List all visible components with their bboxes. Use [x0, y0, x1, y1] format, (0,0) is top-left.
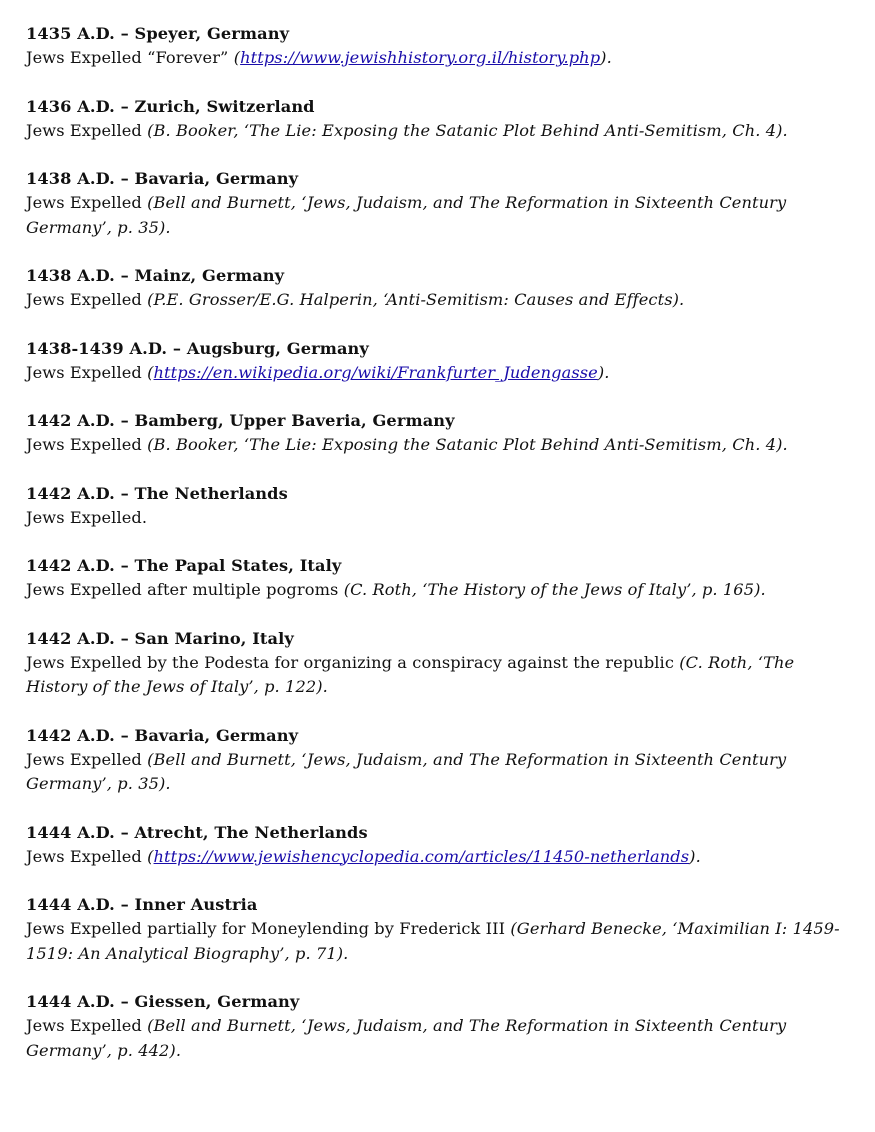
entry-text: Jews Expelled: [26, 290, 148, 309]
entry-mainz-1438: [26, 264, 855, 313]
entry-text: Jews Expelled.: [26, 507, 148, 527]
entry-heading: 1436 A.D. – Zurich, Switzerland: [26, 96, 315, 116]
entry-body: [26, 578, 855, 603]
entry-bamberg-1442: [26, 409, 855, 458]
citation: (P.E. Grosser/E.G. Halperin, ‘Anti-Semitism: Causes and Effects).: [147, 290, 685, 309]
entry-heading: 1444 A.D. – Inner Austria: [26, 895, 258, 914]
citation: (Bell and Burnett, ‘Jews, Judaism, and The Reformation in Sixteenth Century Germany’, p. 35).: [26, 749, 787, 793]
source-link[interactable]: https://www.jewishhistory.org.il/history.php: [240, 48, 601, 67]
entry-netherlands-1442: [26, 482, 855, 531]
entry-text: Jews Expelled after multiple pogroms: [26, 580, 344, 599]
entry-speyer-1435: [26, 22, 855, 71]
entry-text: Jews Expelled by the Podesta for organizing a conspiracy against the republic: [26, 652, 680, 672]
entry-body: [26, 845, 855, 870]
entry-text: Jews Expelled: [26, 120, 148, 140]
entry-bavaria-1438: [26, 167, 855, 240]
entry-heading: 1442 A.D. – San Marino, Italy: [26, 628, 294, 648]
citation-close: ).: [689, 846, 701, 866]
entry-text: Jews Expelled “Forever”: [26, 48, 234, 67]
entry-papal-states-1442: [26, 554, 855, 603]
entry-body: [26, 433, 855, 458]
entry-heading: 1438-1439 A.D. – Augsburg, Germany: [26, 338, 369, 358]
entry-text: Jews Expelled: [26, 362, 148, 382]
entry-body: [26, 651, 855, 700]
source-link[interactable]: https://en.wikipedia.org/wiki/Frankfurter_Judengasse: [153, 362, 598, 382]
citation-open: (: [147, 362, 154, 382]
citation: (C. Roth, ‘The History of the Jews of Italy’, p. 165).: [343, 580, 766, 599]
citation: (Bell and Burnett, ‘Jews, Judaism, and The Reformation in Sixteenth Century Germany’, p. 35).: [26, 193, 787, 237]
entry-heading: 1442 A.D. – Bavaria, Germany: [26, 725, 299, 745]
citation: (Gerhard Benecke, ‘Maximilian I: 1459-1519: An Analytical Biography’, p. 71).: [26, 919, 840, 963]
entry-body: [26, 917, 855, 966]
entry-body: [26, 748, 855, 797]
citation: (B. Booker, ‘The Lie: Exposing the Satanic Plot Behind Anti-Semitism, Ch. 4).: [147, 120, 788, 140]
entry-body: [26, 506, 855, 531]
citation-close: ).: [597, 362, 610, 382]
entry-text: Jews Expelled: [26, 749, 148, 769]
entry-text: Jews Expelled: [26, 1016, 148, 1035]
citation-close: ).: [600, 48, 612, 67]
entry-heading: 1442 A.D. – Bamberg, Upper Baveria, Germany: [26, 411, 455, 430]
entry-body: [26, 119, 855, 144]
entry-text: Jews Expelled: [26, 193, 148, 212]
entry-heading: 1435 A.D. – Speyer, Germany: [26, 24, 290, 43]
entry-bavaria-1442: [26, 724, 855, 797]
citation: (B. Booker, ‘The Lie: Exposing the Satanic Plot Behind Anti-Semitism, Ch. 4).: [147, 435, 788, 454]
entry-heading: 1444 A.D. – Giessen, Germany: [26, 992, 300, 1011]
entry-giessen-1444: [26, 990, 855, 1063]
citation-open: (: [233, 48, 241, 67]
entry-body: [26, 46, 855, 71]
entry-text: Jews Expelled: [26, 435, 148, 454]
entry-zurich-1436: [26, 95, 855, 144]
entry-augsburg-1438: [26, 337, 855, 386]
entry-body: [26, 191, 855, 240]
entry-body: [26, 361, 855, 386]
citation-open: (: [147, 846, 154, 866]
entry-atrecht-1444: [26, 821, 855, 870]
entry-heading: 1438 A.D. – Bavaria, Germany: [26, 169, 299, 188]
entry-heading: 1442 A.D. – The Papal States, Italy: [26, 556, 342, 575]
entry-body: [26, 288, 855, 313]
entry-body: [26, 1014, 855, 1063]
citation: (Bell and Burnett, ‘Jews, Judaism, and The Reformation in Sixteenth Century Germany’, p. 442).: [26, 1016, 787, 1060]
entry-heading: 1442 A.D. – The Netherlands: [26, 483, 288, 503]
entry-text: Jews Expelled partially for Moneylending by Frederick III: [26, 919, 511, 938]
entry-text: Jews Expelled: [26, 846, 148, 866]
citation: (C. Roth, ‘The History of the Jews of Italy’, p. 122).: [26, 652, 795, 696]
entry-heading: 1438 A.D. – Mainz, Germany: [26, 266, 285, 285]
source-link[interactable]: https://www.jewishencyclopedia.com/articles/11450-netherlands: [153, 846, 690, 866]
entry-san-marino-1442: [26, 627, 855, 700]
entry-heading: 1444 A.D. – Atrecht, The Netherlands: [26, 822, 368, 842]
entry-inner-austria-1444: [26, 893, 855, 966]
